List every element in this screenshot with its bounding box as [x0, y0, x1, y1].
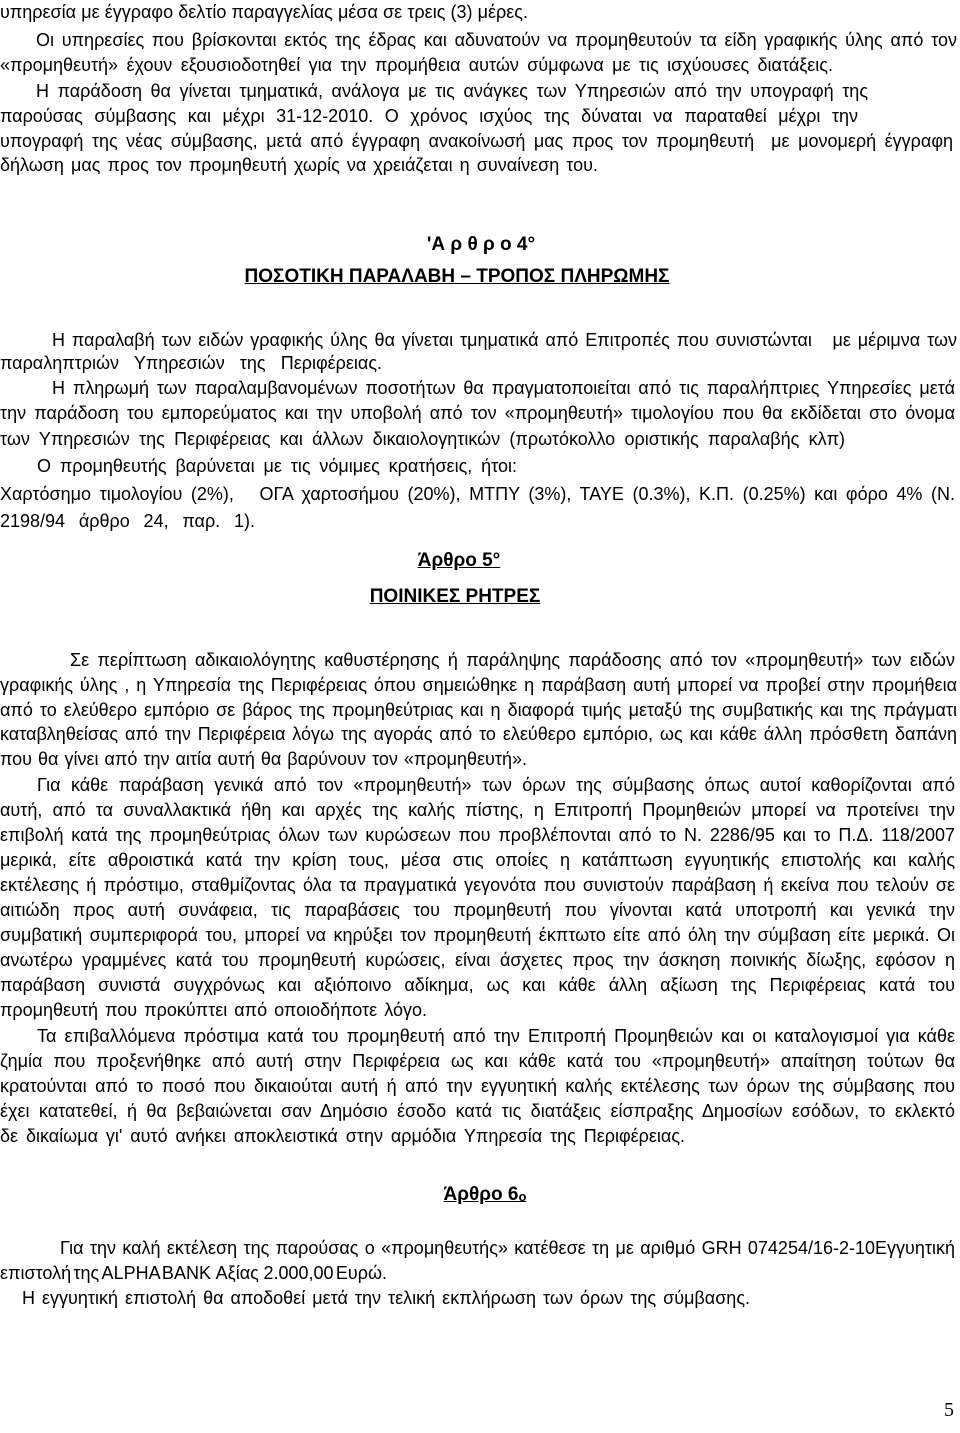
text-line: ανωτέρω γραμμένες κατά του προμηθευτή κυρώσεις, είναι άσχετες προς την άσκηση ποινικής δίωξης, εφόσον η: [0, 950, 955, 970]
text-line: «προμηθευτή» έχουν εξουσιοδοτηθεί για την προμήθεια αυτών σύμφωνα με τις ισχύουσες διατάξεις.: [0, 55, 833, 75]
text-line: Η παράδοση θα γίνεται τμηματικά, ανάλογα με τις ανάγκες των Υπηρεσιών από την υπογραφή της: [36, 81, 868, 101]
text-line: υπηρεσία με έγγραφο δελτίο παραγγελίας μέσα σε τρεις (3) μέρες.: [0, 2, 528, 22]
article-4-title: ΠΟΣΟΤΙΚΗ ΠΑΡΑΛΑΒΗ – ΤΡΟΠΟΣ ΠΛΗΡΩΜΗΣ: [244, 266, 670, 287]
text-line: συμβατική συμπεριφορά του, μπορεί να κηρύξει τον προμηθευτή έκπτωτο είτε από όλη την σύμβαση είτε μερικά. Οι: [0, 925, 955, 945]
text-line: Η παραλαβή των ειδών γραφικής ύλης θα γίνεται τμηματικά από Επιτροπές που συνιστώνται με μέριμνα των: [52, 330, 957, 350]
text-line: γραφικής ύλης , η Υπηρεσία της Περιφέρειας όπου σημειώθηκε η παράβαση αυτή μπορεί να προβεί στην προμήθεια: [0, 675, 957, 695]
text-line: Σε περίπτωση αδικαιολόγητης καθυστέρησης ή παράληψης παράδοσης από τον «προμηθευτή» των ειδών: [70, 650, 955, 670]
text-line: παράβαση συνιστά συγχρόνως και αξιόποινο αδίκημα, ως και κάθε άλλη αξίωση της Περιφέρειας κατά του: [0, 975, 955, 995]
article-4-heading: 'Α ρ θ ρ ο 4°: [426, 234, 536, 255]
text-line: καταβληθείσας από την Περιφέρεια λόγω της αγοράς από το ελεύθερο εμπόριο, ως και κάθε άλλη πρόσθετη δαπάνη: [0, 724, 957, 744]
text-line: την παράδοση του εμπορεύματος και την υποβολή από τον «προμηθευτή» τιμολογίου που θα εκδίδεται στο όνομα: [0, 403, 955, 423]
text-line: που θα γίνει από την αιτία αυτή θα βαρύνουν τον «προμηθευτή».: [0, 749, 527, 769]
text-line: αιτιώδη προς αυτή συνάφεια, τις παραβάσεις του προμηθευτή που γίνονται κατά υποτροπή και γενικά την: [0, 900, 955, 920]
text-line: Χαρτόσημο τιμολογίου (2%), ΟΓΑ χαρτοσήμου (20%), ΜΤΠΥ (3%), ΤΑΥΕ (0.3%), Κ.Π. (0.25%) και φόρο 4% (Ν.: [0, 484, 955, 504]
text-line: Για κάθε παράβαση γενικά από τον «προμηθευτή» των όρων της σύμβασης όπως αυτοί καθορίζονται από: [37, 775, 955, 795]
article-5-title: ΠΟΙΝΙΚΕΣ ΡΗΤΡΕΣ: [369, 586, 541, 607]
page-number: 5: [944, 1399, 954, 1421]
text-line: παραληπτριών Υπηρεσιών της Περιφέρειας.: [0, 353, 382, 373]
text-line: εκτέλεσης ή πρόστιμο, σταθμίζοντας όλα τα πραγματικά γεγονότα που συνιστούν παράβαση ή εκείνα που τελούν σε: [0, 875, 955, 895]
text-line: 2198/94 άρθρο 24, παρ. 1).: [0, 511, 255, 531]
article-6-heading: [444, 1182, 527, 1208]
article-6-heading-main: Άρθρο 6: [443, 1184, 519, 1205]
text-line: μερικά, είτε αθροιστικά κατά την κρίση τους, μέσα στις οποίες η κατάπτωση εγγυητικής επιστολής και καλής: [0, 850, 955, 870]
text-line: προμηθευτή που προκύπτει από οποιοδήποτε λόγο.: [0, 1000, 427, 1020]
text-line: ζημία που προξενήθηκε από αυτή στην Περιφέρεια ως και κάθε κατά του «προμηθευτή» απαίτηση τούτων θα: [0, 1051, 955, 1071]
text-line: Οι υπηρεσίες που βρίσκονται εκτός της έδρας και αδυνατούν να προμηθευτούν τα είδη γραφικής ύλης από τον: [36, 30, 957, 50]
text-line: δε δικαίωμα γι' αυτό ανήκει αποκλειστικά στην αρμόδια Υπηρεσία της Περιφέρειας.: [0, 1126, 685, 1146]
text-line: επιστολή της ALPHA BANK Αξίας 2.000,00 Ευρώ.: [0, 1263, 387, 1283]
text-line: Η πληρωμή των παραλαμβανομένων ποσοτήτων θα πραγματοποιείται από τις παραλήπτριες Υπηρεσίες μετά: [52, 378, 955, 398]
text-line: Η εγγυητική επιστολή θα αποδοθεί μετά την τελική εκπλήρωση των όρων της σύμβασης.: [22, 1288, 750, 1308]
text-line: των Υπηρεσιών της Περιφέρειας και άλλων δικαιολογητικών (πρωτόκολλο οριστικής παραλαβής κλπ): [0, 429, 845, 449]
text-line: αυτή, από τα συναλλακτικά ήθη και αρχές της καλής πίστης, η Επιτροπή Προμηθειών μπορεί να προτείνει την: [0, 800, 955, 820]
article-5-heading: Άρθρο 5°: [417, 550, 501, 571]
text-line: δήλωση μας προς τον προμηθευτή χωρίς να χρειάζεται η συναίνεση του.: [0, 155, 598, 175]
text-line: έχει κατατεθεί, ή θα βεβαιώνεται σαν Δημόσιο έσοδο κατά τις διατάξεις είσπραξης Δημοσίων εσόδων, το εκλεκτό: [0, 1101, 955, 1121]
text-line: υπογραφή της νέας σύμβασης, μετά από έγγραφη ανακοίνωσή μας προς τον προμηθευτή με μονομερή έγγραφη: [0, 131, 953, 151]
text-line: από το ελεύθερο εμπόριο σε βάρος της προμηθεύτριας και η διαφορά τιμής μεταξύ της συμβατικής και της πράγματι: [0, 700, 957, 720]
text-line: επιβολή κατά της προμηθεύτριας όλων των κυρώσεων που προβλέπονται από το Ν. 2286/95 και το Π.Δ. 118/2007: [0, 825, 955, 845]
text-line: παρούσας σύμβασης και μέχρι 31-12-2010. Ο χρόνος ισχύος της δύναται να παραταθεί μέχρι την: [0, 106, 858, 126]
article-6-heading-ordinal: ο: [518, 1189, 527, 1204]
text-line: Τα επιβαλλόμενα πρόστιμα κατά του προμηθευτή από την Επιτροπή Προμηθειών και οι καταλογισμοί για κάθε: [37, 1026, 955, 1046]
text-line: Ο προμηθευτής βαρύνεται με τις νόμιμες κρατήσεις, ήτοι:: [37, 456, 517, 476]
text-line: Για την καλή εκτέλεση της παρούσας ο «προμηθευτής» κατέθεσε τη με αριθμό GRH 074254/16-2-10Εγγυητική: [60, 1238, 955, 1258]
text-line: κρατούνται από το ποσό που δικαιούται αυτή ή από την εγγυητική καλής εκτέλεσης των όρων της σύμβασης που: [0, 1076, 955, 1096]
